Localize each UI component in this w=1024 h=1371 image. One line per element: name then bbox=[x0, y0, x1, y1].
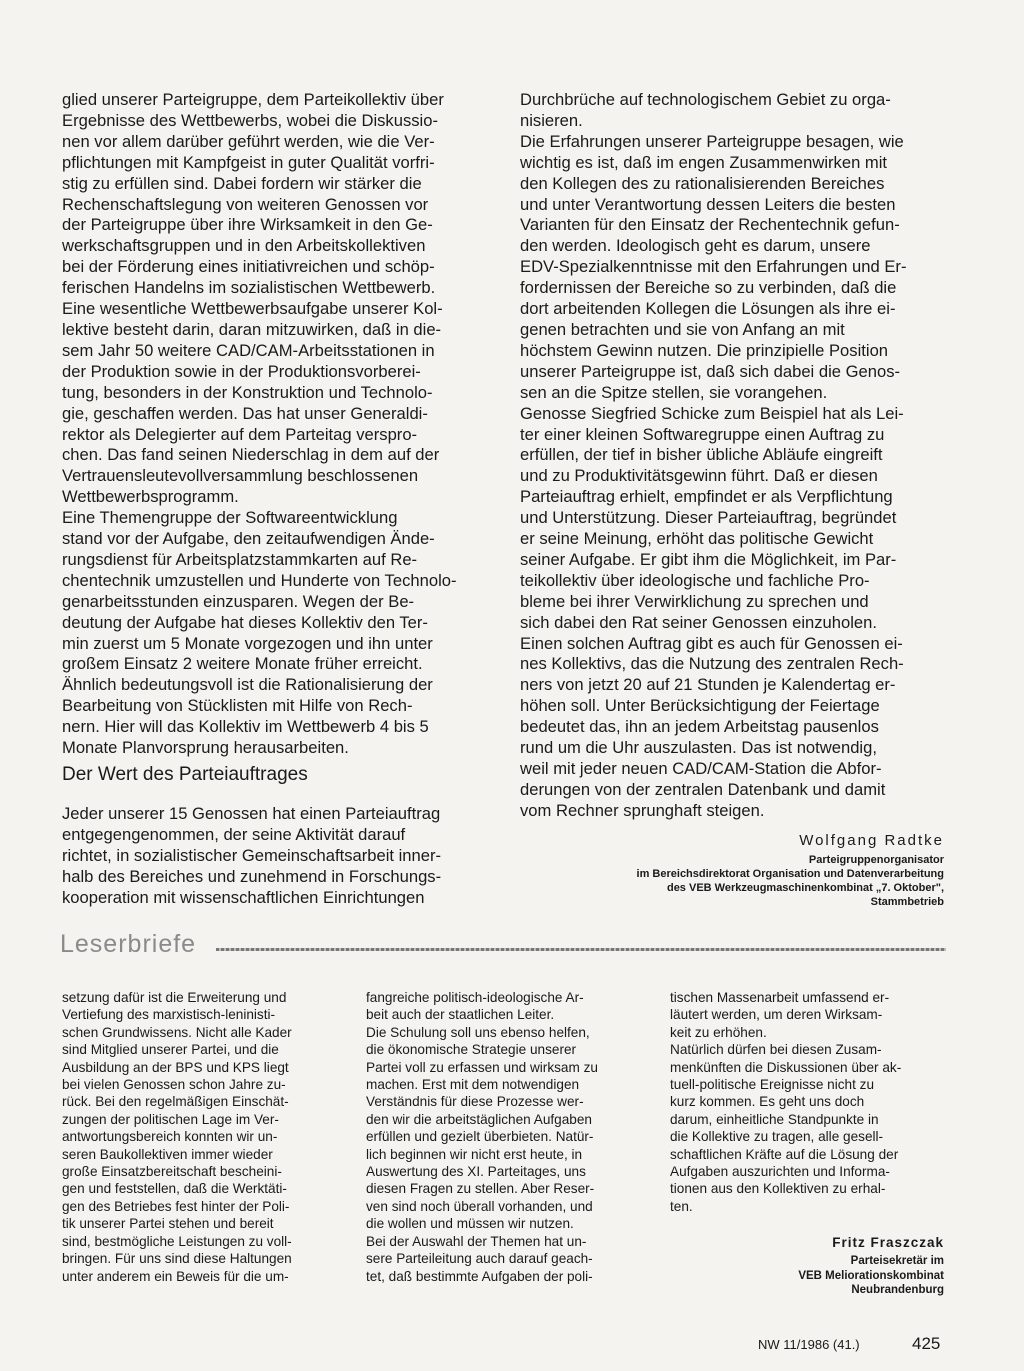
article-signature bbox=[484, 832, 944, 909]
letter-column-2 bbox=[366, 989, 650, 1285]
signature-name: Wolfgang Radtke bbox=[799, 832, 944, 849]
letter-signature bbox=[684, 1235, 944, 1298]
article-left-column bbox=[62, 90, 494, 759]
footer-issue: NW 11/1986 (41.) bbox=[758, 1337, 860, 1352]
section-bar bbox=[60, 930, 950, 960]
page-number: 425 bbox=[912, 1334, 941, 1353]
letter-column-2-text: fangreiche politisch-ideologische Ar- beit auch der staatlichen Leiter. Die Schulung soll uns ebenso helfen, die ökonomische Strategie unserer Partei voll zu erfassen und wirksam zu machen. Erst mit dem notwendigen Verständnis für diese Prozesse wer- den wir die arbeitstäglichen Aufgaben erfüllen und gezielt überbieten. Natür- lich beginnen wir nicht erst heute, in Auswertung des XI. Parteitages, uns diesen Fragen zu stellen. Aber Reser- ven sind noch überall vorhanden, und die wollen und müssen wir nutzen. Bei der Auswahl der Themen hat un- sere Parteileitung auch darauf geach- tet, daß bestimmte Aufgaben der poli- bbox=[366, 990, 598, 1284]
letter-column-3-text: tischen Massenarbeit umfassend er- läutert werden, um deren Wirksam- keit zu erhöhen. Natürlich dürfen bei diesen Zusam- menkünften die Diskussionen über ak- tuell-politische Ereignisse nicht zu kurz kommen. Es geht uns doch darum, einheitliche Standpunkte in die Kollektive zu tragen, alle gesell- schaftlichen Kräfte auf die Lösung der Aufgaben auszurichten und Informa- tionen aus den Kollektiven zu erhal- ten. bbox=[670, 990, 902, 1214]
article-left-column-continued bbox=[62, 804, 494, 909]
letter-signature-name: Fritz Fraszczak bbox=[832, 1235, 944, 1250]
section-heading: Der Wert des Parteiauftrages bbox=[62, 764, 308, 785]
letter-signature-role: Parteisekretär im VEB Meliorationskombinat Neubrandenburg bbox=[798, 1255, 944, 1296]
article-right-text: Durchbrüche auf technologischem Gebiet zu orga- nisieren. Die Erfahrungen unserer Parteigruppe besagen, wie wichtig es ist, daß im engen Zusammenwirken mit den Kollegen des zu rationalisierenden Bereiches und unter Verantwortung dessen Leiters die besten Varianten für den Einsatz der Rechentechnik gefun- den werden. Ideologisch geht es darum, unsere EDV-Spezialkenntnisse mit den Erfahrungen und Er- fordernissen der Bereiche so zu verbinden, daß die dort arbeitenden Kollegen die Lösungen als ihre ei- genen betrachten und sie von Anfang an mit höchstem Gewinn nutzen. Die prinzipielle Position unserer Parteigruppe ist, daß sich dabei die Genos- sen an die Spitze stellen, sie vorangehen. Genosse Siegfried Schicke zum Beispiel hat als Lei- ter einer kleinen Softwaregruppe einen Auftrag zu erfüllen, der tief in bisher übliche Abläufe eingreift und zu Produktivitätsgewinn führt. Daß er diesen Parteiauftrag erhielt, empfindet er als Verpflichtung und Unterstützung. Dieser Parteiauftrag, begründet er seine Meinung, erhöht das politische Gewicht seiner Aufgabe. Er gibt ihm die Möglichkeit, im Par- teikollektiv über ideologische und fachliche Pro- bleme bei ihrer Verwirklichung zu sprechen und sich dabei den Rat seiner Genossen einzuholen. Einen solchen Auftrag gibt es auch für Genossen ei- nes Kollektivs, das die Nutzung des zentralen Rech- ners von jetzt 20 auf 21 Stunden je Kalendertag er- höhen soll. Unter Berücksichtigung der Feiertage bedeutet das, ihn an jedem Arbeitstag pausenlos rund um die Uhr auszulasten. Das ist notwendig, weil mit jeder neuen CAD/CAM-Station die Abfor- derungen von der zentralen Datenbank und damit vom Rechner sprunghaft steigen. bbox=[520, 90, 907, 820]
article-left-text-continued: Jeder unserer 15 Genossen hat einen Parteiauftrag entgegengenommen, der seine Aktivität darauf richtet, in sozialistischer Gemeinschaftsarbeit inner- halb des Bereiches und zunehmend in Forschungs- kooperation mit wissenschaftlichen Einrichtungen bbox=[62, 804, 442, 907]
signature-role: Parteigruppenorganisator im Bereichsdirektorat Organisation und Datenverarbeitung des VEB Werkzeugmaschinenkombinat „7. Oktober", Stammbetrieb bbox=[636, 854, 944, 908]
section-label: Leserbriefe bbox=[60, 930, 197, 958]
letter-column-1 bbox=[62, 989, 348, 1285]
letter-column-1-text: setzung dafür ist die Erweiterung und Vertiefung des marxistisch-leninisti- schen Grundwissens. Nicht alle Kader sind Mitglied unserer Partei, und die Ausbildung an der BPS und KPS liegt bei vielen Genossen schon Jahre zu- rück. Bei den regelmäßigen Einschät- zungen der politischen Lage im Ver- antwortungsbereich konnten wir un- seren Baukollektiven immer wieder große Einsatzbereitschaft bescheini- gen und feststellen, daß die Werktäti- gen des Betriebes fest hinter der Poli- tik unserer Partei stehen und bereit sind, bestmögliche Leistungen zu voll- bringen. Für uns sind diese Haltungen unter anderem ein Beweis für die um- bbox=[62, 990, 292, 1284]
article-right-column bbox=[520, 90, 952, 822]
section-rule bbox=[216, 948, 946, 951]
article-left-text: glied unserer Parteigruppe, dem Parteikollektiv über Ergebnisse des Wettbewerbs, wobei die Diskussio- nen vor allem darüber geführt werden, wie die Ver- pflichtungen mit Kampfgeist in guter Qualität vorfri- stig zu erfüllen sind. Dabei fordern wir stärker die Rechenschaftslegung von weiteren Genossen vor der Parteigruppe über ihre Wirksamkeit in den Ge- werkschaftsgruppen und in den Arbeitskollektiven bei der Förderung eines initiativreichen und schöp- ferischen Handelns im sozialistischen Wettbewerb. Eine wesentliche Wettbewerbsaufgabe unserer Kol- lektive besteht darin, daran mitzuwirken, daß in die- sem Jahr 50 weitere CAD/CAM-Arbeitsstationen in der Produktion sowie in der Produktionsvorberei- tung, besonders in der Konstruktion und Technolo- gie, geschaffen werden. Das hat unser Generaldi- rektor als Delegierter auf dem Parteitag verspro- chen. Das fand seinen Niederschlag in dem auf der Vertrauensleutevollversammlung beschlossenen Wettbewerbsprogramm. Eine Themengruppe der Softwareentwicklung stand vor der Aufgabe, den zeitaufwendigen Ände- rungsdienst für Arbeitsplatzstammkarten auf Re- chentechnik umzustellen und Hunderte von Technolo- genarbeitsstunden einzusparen. Wegen der Be- deutung der Aufgabe hat dieses Kollektiv den Ter- min zuerst um 5 Monate vorgezogen und ihn unter großem Einsatz 2 weitere Monate früher erreicht. Ähnlich bedeutungsvoll ist die Rationalisierung der Bearbeitung von Stücklisten mit Hilfe von Rech- nern. Hier will das Kollektiv im Wettbewerb 4 bis 5 Monate Planvorsprung herausarbeiten. bbox=[62, 90, 457, 758]
letter-column-3 bbox=[670, 989, 952, 1215]
